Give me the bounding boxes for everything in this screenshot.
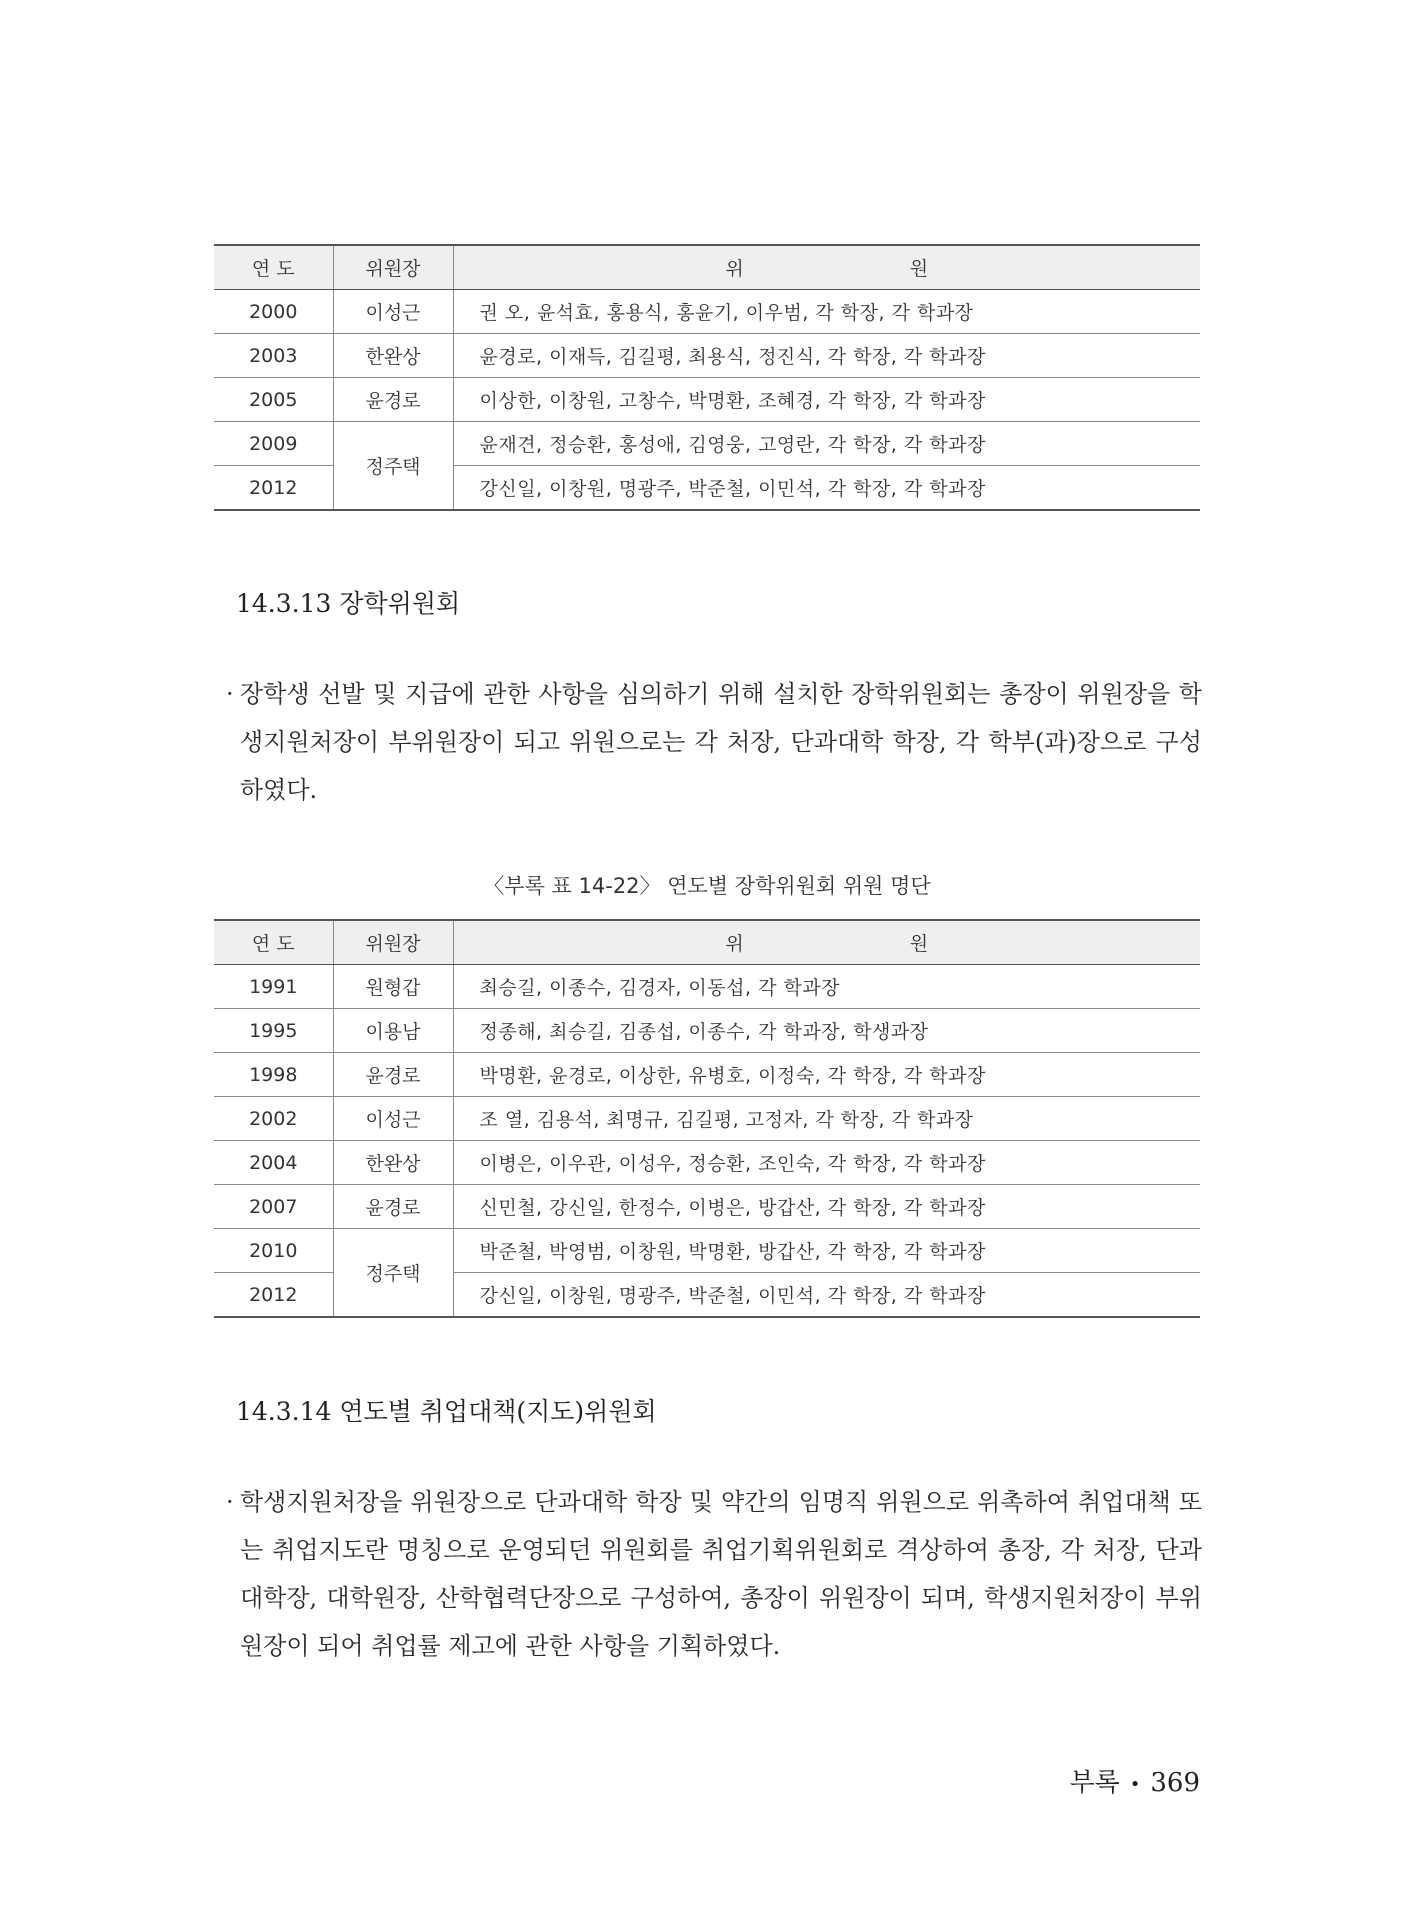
table-row: [214, 965, 1200, 1009]
paragraph-text: 학생지원처장을 위원장으로 단과대학 학장 및 약간의 임명직 위원으로 위촉하여 취업대책 또는 취업지도란 명칭으로 운영되던 위원회를 취업기획위원회로 격상하여 총장, 각 처장, 단과대학장, 대학원장, 산학협력단장으로 구성하여, 총장이 위원장이 되며, 학생지원처장이 부위원장이 되어 취업률 제고에 관한 사항을 기획하였다.: [240, 1488, 1202, 1660]
table-row: [214, 1141, 1200, 1185]
cell-members: 강신일, 이창원, 명광주, 박준철, 이민석, 각 학장, 각 학과장: [453, 466, 1200, 511]
table-row: [214, 1185, 1200, 1229]
footer-separator: •: [1129, 1773, 1141, 1795]
header-members: 위 원: [453, 920, 1200, 965]
table-header-row: [214, 245, 1200, 290]
cell-chair: 한완상: [333, 334, 453, 378]
cell-year: 2012: [214, 466, 333, 511]
header-chair: 위원장: [333, 920, 453, 965]
cell-year: 2005: [214, 378, 333, 422]
table-caption: 〈부록 표 14-22〉 연도별 장학위원회 위원 명단: [483, 874, 931, 898]
committee-table-2: [214, 919, 1200, 1318]
header-year: 연 도: [214, 245, 333, 290]
table-row: [214, 1097, 1200, 1141]
paragraph-employment: [226, 1478, 1202, 1670]
bullet: ·: [226, 1488, 234, 1516]
cell-year: 2007: [214, 1185, 333, 1229]
cell-year: 2003: [214, 334, 333, 378]
cell-members: 이상한, 이창원, 고창수, 박명환, 조혜경, 각 학장, 각 학과장: [453, 378, 1200, 422]
table-row: [214, 334, 1200, 378]
header-members: 위 원: [453, 245, 1200, 290]
cell-chair: 이성근: [333, 290, 453, 334]
paragraph-text: 장학생 선발 및 지급에 관한 사항을 심의하기 위해 설치한 장학위원회는 총장이 위원장을 학생지원처장이 부위원장이 되고 위원으로는 각 처장, 단과대학 학장, 각 학부(과)장으로 구성하였다.: [240, 680, 1202, 804]
table-header-row: [214, 920, 1200, 965]
cell-members: 윤재견, 정승환, 홍성애, 김영웅, 고영란, 각 학장, 각 학과장: [453, 422, 1200, 466]
cell-chair: 윤경로: [333, 1053, 453, 1097]
cell-year: 1991: [214, 965, 333, 1009]
cell-year: 2009: [214, 422, 333, 466]
paragraph-scholarship: [226, 670, 1202, 814]
bullet: ·: [226, 680, 234, 708]
cell-members: 권 오, 윤석효, 홍용식, 홍윤기, 이우범, 각 학장, 각 학과장: [453, 290, 1200, 334]
table-row: [214, 422, 1200, 466]
cell-chair: 윤경로: [333, 378, 453, 422]
table-row: [214, 1229, 1200, 1273]
cell-members: 강신일, 이창원, 명광주, 박준철, 이민석, 각 학장, 각 학과장: [453, 1273, 1200, 1318]
cell-year: 1998: [214, 1053, 333, 1097]
committee-table-1: [214, 244, 1200, 511]
cell-members: 박준철, 박영범, 이창원, 박명환, 방갑산, 각 학장, 각 학과장: [453, 1229, 1200, 1273]
cell-members: 신민철, 강신일, 한정수, 이병은, 방갑산, 각 학장, 각 학과장: [453, 1185, 1200, 1229]
cell-year: 2000: [214, 290, 333, 334]
cell-chair: 윤경로: [333, 1185, 453, 1229]
table-row: [214, 1053, 1200, 1097]
cell-members: 정종해, 최승길, 김종섭, 이종수, 각 학과장, 학생과장: [453, 1009, 1200, 1053]
cell-chair: 이용남: [333, 1009, 453, 1053]
page-number: 369: [1150, 1768, 1200, 1798]
cell-year: 2002: [214, 1097, 333, 1141]
page-footer: [1070, 1762, 1201, 1799]
cell-members: 최승길, 이종수, 김경자, 이동섭, 각 학과장: [453, 965, 1200, 1009]
cell-members: 이병은, 이우관, 이성우, 정승환, 조인숙, 각 학장, 각 학과장: [453, 1141, 1200, 1185]
cell-year: 1995: [214, 1009, 333, 1053]
cell-year: 2012: [214, 1273, 333, 1318]
cell-chair: 한완상: [333, 1141, 453, 1185]
table-row: [214, 1009, 1200, 1053]
cell-chair: 이성근: [333, 1097, 453, 1141]
cell-members: 윤경로, 이재득, 김길평, 최용식, 정진식, 각 학장, 각 학과장: [453, 334, 1200, 378]
cell-members: 조 열, 김용석, 최명규, 김길평, 고정자, 각 학장, 각 학과장: [453, 1097, 1200, 1141]
table-row: [214, 378, 1200, 422]
cell-chair: 원형갑: [333, 965, 453, 1009]
cell-year: 2010: [214, 1229, 333, 1273]
cell-chair: 정주택: [333, 422, 453, 511]
cell-year: 2004: [214, 1141, 333, 1185]
table-row: [214, 290, 1200, 334]
header-year: 연 도: [214, 920, 333, 965]
section-title-employment: 14.3.14 연도별 취업대책(지도)위원회: [236, 1397, 657, 1426]
footer-label: 부록: [1069, 1768, 1120, 1798]
cell-chair: 정주택: [333, 1229, 453, 1318]
cell-members: 박명환, 윤경로, 이상한, 유병호, 이정숙, 각 학장, 각 학과장: [453, 1053, 1200, 1097]
header-chair: 위원장: [333, 245, 453, 290]
section-title-scholarship: 14.3.13 장학위원회: [236, 589, 461, 618]
